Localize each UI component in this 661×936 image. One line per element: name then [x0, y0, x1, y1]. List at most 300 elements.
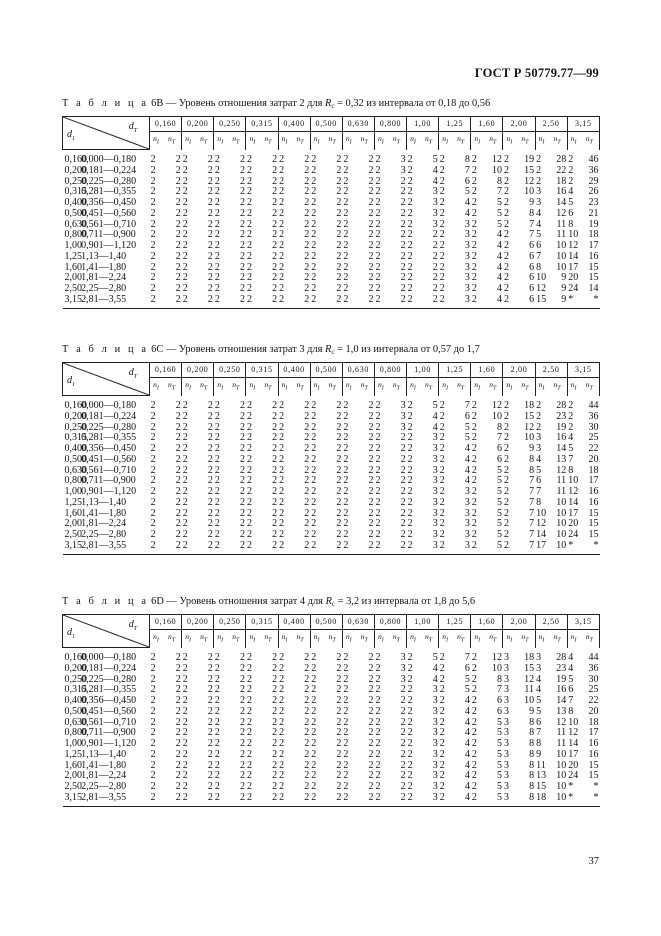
nT-value: 2 [207, 272, 213, 284]
nT-value: 2 [304, 240, 310, 251]
nT-value: 2 [239, 507, 245, 519]
nT-value: 7 [464, 651, 470, 663]
nT-value: 2 [272, 684, 278, 696]
range-label: 0,225—0,280 [81, 175, 137, 187]
subheader-nI: $n_I$ [214, 132, 226, 150]
nI-value: 2 [279, 164, 285, 176]
nT-value: 4 [496, 283, 502, 294]
nI-value: 2 [375, 464, 381, 476]
nT-value: 2 [336, 518, 342, 530]
nT-value: 2 [336, 229, 342, 241]
nT-value: 4 [496, 250, 502, 262]
d1-label: 2,50 [64, 781, 82, 792]
nT-value: 15 [588, 518, 599, 530]
dT-header: 0,315 [246, 615, 278, 630]
nT-value: 2 [304, 261, 310, 273]
nI-value: 2 [503, 529, 509, 540]
nI-value: 2 [375, 486, 381, 497]
caption-range: из интервала от 1,8 до 5,6 [359, 596, 476, 607]
nT-value: 2 [368, 272, 374, 284]
dT-header: 0,800 [374, 363, 406, 378]
nT-value: 4 [432, 164, 438, 176]
nI-value: 2 [471, 432, 477, 444]
nI-value: 2 [279, 651, 285, 663]
range-label: 0,225—0,280 [81, 673, 137, 685]
nI-value: 2 [407, 793, 419, 806]
nI-value: 3 [503, 716, 509, 728]
nI-value: 2 [279, 283, 285, 294]
nT-value: 2 [304, 705, 310, 717]
nI-value: 2 [311, 475, 317, 487]
nI-value: 2 [279, 207, 285, 219]
nI-value: 2 [279, 432, 285, 444]
nI-value: 2 [278, 793, 290, 806]
nT-value: 2 [175, 261, 181, 273]
nT-value: 2 [368, 250, 374, 262]
nI-value: 4 [568, 432, 574, 444]
nI-value: 7 [536, 250, 542, 262]
nI-value: 2 [246, 727, 252, 739]
nT-value: 5 [464, 421, 470, 433]
nI-value: 2 [214, 770, 220, 782]
nI-value: 2 [439, 207, 445, 219]
range-label: 0,225—0,280 [81, 421, 137, 433]
nT-value: 5 [496, 748, 502, 760]
nT-value: 3 [464, 518, 470, 530]
nI-value: 2 [182, 662, 188, 674]
nT-value: 2 [400, 684, 406, 696]
nI-value: 2 [536, 399, 542, 411]
nT-value: 2 [226, 793, 246, 806]
d1-label: 3,15 [63, 295, 80, 308]
nT-value: 3 [432, 738, 438, 749]
subheader-nI: $n_I$ [535, 378, 547, 396]
nI-value: 2 [375, 421, 381, 433]
nT-value: 2 [175, 283, 181, 294]
table-row [63, 761, 600, 772]
nI-value: 2 [407, 175, 413, 187]
nI-value: 2 [503, 207, 509, 219]
nI-value: 24 [568, 770, 579, 782]
nI-value: 2 [375, 727, 381, 739]
nI-value: 2 [439, 716, 445, 728]
nI-value: 2 [503, 186, 509, 198]
nI-value: 2 [375, 529, 381, 540]
nT-value: 2 [304, 727, 310, 739]
nT-value: 4 [483, 295, 503, 308]
nT-value: 8 [496, 175, 502, 187]
nI-value: 4 [568, 662, 574, 674]
nI-value: 2 [471, 164, 477, 176]
nI-value: 2 [182, 218, 188, 230]
nT-value: 2 [304, 748, 310, 760]
nT-value: 23 [588, 197, 599, 208]
nI-value: 2 [503, 496, 509, 508]
nI-value: 3 [503, 695, 509, 706]
nT-value: 8 [529, 759, 535, 771]
nT-value: 3 [464, 529, 470, 540]
nT-value: 2 [239, 475, 245, 487]
nT-value: 2 [239, 781, 245, 792]
nI-value: 2 [503, 250, 509, 262]
nT-value: 2 [304, 229, 310, 241]
dT-header: 0,800 [374, 117, 406, 132]
nI-value: 2 [310, 295, 322, 308]
nT-value: 2 [175, 186, 181, 198]
nT-value: 2 [239, 748, 245, 760]
nI-value: 2 [375, 662, 381, 674]
nI-value: 2 [311, 759, 317, 771]
nT-value: 6 [496, 705, 502, 717]
nT-value: 12 [524, 421, 535, 433]
caption-id: 6С [151, 344, 164, 355]
nI-value: 2 [214, 475, 220, 487]
nI-value: 2 [343, 781, 349, 792]
nT-value: 4 [496, 229, 502, 241]
nI-value: 2 [150, 229, 156, 241]
nT-value: 2 [258, 295, 278, 308]
nT-value: 2 [387, 295, 407, 308]
table-row [63, 466, 600, 477]
nT-value: 2 [207, 453, 213, 465]
nT-value: 2 [400, 218, 406, 230]
nT-value: 2 [368, 486, 374, 497]
d1-label: 0,315 [64, 186, 87, 198]
nI-value: 2 [375, 229, 381, 241]
nT-value: 2 [194, 541, 214, 554]
nT-value: 2 [207, 770, 213, 782]
nI-value: 2 [311, 529, 317, 540]
nT-value: 7 [529, 229, 535, 241]
dT-header: 1,60 [471, 615, 503, 630]
subheader-nT: $n_T$ [323, 378, 343, 396]
nI-value: 14 [568, 250, 579, 262]
nI-value: 2 [343, 651, 349, 663]
nI-value: 12 [568, 240, 579, 251]
nT-value: 2 [207, 662, 213, 674]
nT-value: 2 [304, 175, 310, 187]
dT-header: 0,160 [150, 363, 182, 378]
nI-value: 2 [246, 793, 258, 806]
nI-value: 2 [182, 443, 188, 454]
table-row [63, 230, 600, 241]
nT-value: 2 [400, 443, 406, 454]
nI-value: 2 [439, 748, 445, 760]
table-row [63, 263, 600, 274]
dT-header: 3,15 [567, 363, 599, 378]
nT-value: 2 [239, 705, 245, 717]
nT-value: 7 [464, 399, 470, 411]
nT-value: 4 [464, 759, 470, 771]
nI-value: 2 [342, 793, 354, 806]
nT-value: 8 [529, 770, 535, 782]
nI-value: 2 [407, 250, 413, 262]
dT-header: 0,250 [214, 615, 246, 630]
nI-value: 2 [279, 486, 285, 497]
nT-value: 2 [239, 186, 245, 198]
nT-value: 2 [239, 432, 245, 444]
table-corner [63, 615, 150, 648]
nI-value: 2 [375, 705, 381, 717]
nT-value: 2 [368, 518, 374, 530]
nI-value: 2 [503, 475, 509, 487]
nT-value: 6 [496, 453, 502, 465]
nT-value: 2 [368, 197, 374, 208]
nT-value: 5 [496, 218, 502, 230]
corner-dT: $d_T$ [128, 121, 138, 134]
range-label: 0,711—0,900 [81, 229, 136, 241]
range-label: 1,41—1,80 [81, 507, 127, 519]
subheader-nT: $n_T$ [194, 630, 214, 648]
nI-value: 2 [375, 153, 381, 165]
nT-value: 2 [336, 759, 342, 771]
nI-value: 12 [568, 727, 579, 739]
subheader-nT: $n_T$ [258, 132, 278, 150]
nI-value: 2 [407, 432, 413, 444]
nT-value: 44 [588, 399, 599, 411]
nT-value: 2 [272, 496, 278, 508]
nI-value: 2 [182, 781, 188, 792]
nT-value: 2 [304, 507, 310, 519]
subheader-nI: $n_I$ [407, 630, 419, 648]
nT-value: 10 [556, 529, 567, 540]
nT-value: 15 [524, 164, 535, 176]
nT-value: 2 [400, 727, 406, 739]
nT-value: 4 [432, 662, 438, 674]
nT-value: 2 [207, 261, 213, 273]
subheader-nI: $n_I$ [182, 630, 194, 648]
nT-value: 9 [561, 272, 567, 284]
nI-value: 2 [407, 295, 419, 308]
nI-value: 2 [311, 496, 317, 508]
nI-value: 2 [214, 218, 220, 230]
range-label: 0,356—0,450 [81, 197, 137, 208]
nI-value: 2 [375, 518, 381, 530]
nI-value: 2 [407, 684, 413, 696]
nT-value: 2 [207, 518, 213, 530]
nI-value: 2 [471, 399, 477, 411]
nI-value: 2 [407, 421, 413, 433]
nT-value: 15 [588, 529, 599, 540]
nI-value: 2 [375, 453, 381, 465]
nT-value: 4 [464, 727, 470, 739]
nT-value: 2 [400, 432, 406, 444]
nT-value: 5 [432, 651, 438, 663]
nI-value: 2 [246, 283, 252, 294]
nT-value: 2 [207, 229, 213, 241]
nI-value: 2 [503, 283, 509, 294]
nT-value: 4 [464, 716, 470, 728]
nT-value: 3 [400, 153, 406, 165]
nT-value: 3 [432, 727, 438, 739]
nI-value: 2 [375, 738, 381, 749]
nT-value: 2 [304, 496, 310, 508]
d1-label: 0,500 [64, 453, 87, 465]
nI-value: 2 [246, 651, 252, 663]
nI-value: 2 [246, 705, 252, 717]
nT-value: 10 [524, 695, 535, 706]
nT-value: 2 [336, 673, 342, 685]
nI-value: 2 [343, 464, 349, 476]
nI-value: 2 [182, 475, 188, 487]
nI-value: 2 [214, 673, 220, 685]
nI-value: 2 [279, 229, 285, 241]
nI-value: 2 [279, 716, 285, 728]
d1-label: 2,50 [64, 283, 82, 294]
nT-value: 10 [491, 164, 502, 176]
nI-value: 8 [536, 261, 542, 273]
caption-range: из интервала от 0,57 до 1,7 [358, 344, 480, 355]
nT-value: 2 [175, 240, 181, 251]
nT-value: 2 [207, 464, 213, 476]
nT-value: 2 [272, 421, 278, 433]
nT-value: 16 [588, 738, 599, 749]
subheader-nT: $n_T$ [451, 378, 471, 396]
nT-value: 2 [304, 207, 310, 219]
ratio-value: = 1,0 [334, 344, 359, 355]
nT-value: 3 [432, 443, 438, 454]
dT-header: 3,15 [567, 117, 599, 132]
ratio-value: = 3,2 [335, 596, 360, 607]
range-label: 0,451—0,560 [81, 453, 137, 465]
nI-value: 2 [311, 770, 317, 782]
nI-value: 2 [343, 443, 349, 454]
nT-value: 2 [336, 781, 342, 792]
nI-value: 2 [150, 738, 156, 749]
nI-value: 2 [279, 186, 285, 198]
nT-value: 2 [272, 781, 278, 792]
nI-value: 2 [375, 432, 381, 444]
nT-value: 28 [556, 153, 567, 165]
nT-value: 6 [464, 662, 470, 674]
nT-value: 9 [548, 295, 568, 308]
range-label: 0,356—0,450 [81, 443, 137, 454]
nI-value: 2 [407, 207, 413, 219]
nT-value: 2 [207, 529, 213, 540]
nI-value: 2 [279, 197, 285, 208]
nI-value: 10 [568, 229, 579, 241]
nI-value: 2 [246, 272, 252, 284]
nI-value: 2 [311, 175, 317, 187]
nT-value: 4 [432, 673, 438, 685]
nT-value: 2 [175, 673, 181, 685]
nI-value: 5 [568, 673, 574, 685]
nT-value: 2 [400, 695, 406, 706]
nI-value: 2 [150, 175, 156, 187]
nI-value: 2 [150, 673, 156, 685]
nT-value: 2 [368, 186, 374, 198]
table-row [63, 220, 600, 231]
nT-value: 2 [175, 770, 181, 782]
nT-value: 28 [556, 399, 567, 411]
subheader-nI: $n_I$ [535, 630, 547, 648]
nT-value: 2 [175, 164, 181, 176]
nI-value: 8 [536, 738, 542, 749]
nI-value: 2 [471, 186, 477, 198]
nT-value: 2 [239, 229, 245, 241]
nT-value: 2 [175, 738, 181, 749]
nT-value: 5 [496, 496, 502, 508]
nI-value: 5 [568, 443, 574, 454]
nI-value: 2 [343, 716, 349, 728]
nI-value: 2 [246, 684, 252, 696]
nI-value: 2 [343, 240, 349, 251]
nI-value: 15 [536, 781, 547, 792]
nI-value: 2 [343, 738, 349, 749]
nT-value: 2 [336, 261, 342, 273]
nT-value: 2 [400, 229, 406, 241]
nT-value: 10 [556, 518, 567, 530]
nT-value: 2 [239, 684, 245, 696]
nI-value: 2 [471, 518, 477, 530]
table-caption [62, 596, 475, 608]
nT-value: 18 [588, 229, 599, 241]
nI-value: 2 [343, 695, 349, 706]
nI-value: 3 [503, 651, 509, 663]
nI-value: 2 [182, 186, 188, 198]
nT-value: 16 [588, 496, 599, 508]
nI-value: 6 [568, 207, 574, 219]
nI-value: 2 [279, 475, 285, 487]
nT-value: 2 [368, 240, 374, 251]
nI-value: 3 [503, 759, 509, 771]
nI-value: 2 [471, 421, 477, 433]
nI-value: 7 [568, 695, 574, 706]
nT-value: 5 [496, 207, 502, 219]
nT-value: 2 [175, 781, 181, 792]
nT-value: 2 [368, 164, 374, 176]
nI-value: 2 [182, 716, 188, 728]
nI-value: 2 [375, 272, 381, 284]
nT-value: 2 [175, 727, 181, 739]
nT-value: 2 [175, 651, 181, 663]
nI-value: 2 [407, 518, 413, 530]
nI-value: 2 [375, 781, 381, 792]
nI-value: 2 [150, 261, 156, 273]
d1-label: 0,200 [64, 164, 87, 176]
nI-value: 2 [343, 684, 349, 696]
nI-value: 2 [471, 759, 477, 771]
nI-value: 2 [246, 240, 252, 251]
dT-header: 2,00 [503, 363, 535, 378]
d1-label: 0,160 [64, 154, 87, 165]
nT-value: 3 [464, 507, 470, 519]
subheader-nI: $n_I$ [471, 630, 483, 648]
nT-value: 3 [464, 218, 470, 230]
nI-value: 2 [279, 770, 285, 782]
nI-value: 2 [311, 197, 317, 208]
subheader-nT: $n_T$ [483, 132, 503, 150]
range-label: 1,41—1,80 [81, 261, 127, 273]
nI-value: 2 [182, 727, 188, 739]
nI-value: 2 [150, 529, 156, 540]
nI-value: 2 [246, 770, 252, 782]
nT-value: 2 [175, 229, 181, 241]
nT-value: 2 [368, 651, 374, 663]
nI-value: 2 [439, 673, 445, 685]
nT-value: 2 [175, 684, 181, 696]
nT-value: 7 [496, 186, 502, 198]
nT-value: * [580, 541, 600, 554]
nI-value: 3 [503, 727, 509, 739]
nT-value: 3 [464, 250, 470, 262]
nI-value: 2 [343, 518, 349, 530]
nI-value: 2 [503, 410, 509, 422]
nI-value: 14 [568, 496, 579, 508]
nT-value: 5 [432, 399, 438, 411]
nI-value: 2 [246, 673, 252, 685]
nI-value: 2 [407, 399, 413, 411]
